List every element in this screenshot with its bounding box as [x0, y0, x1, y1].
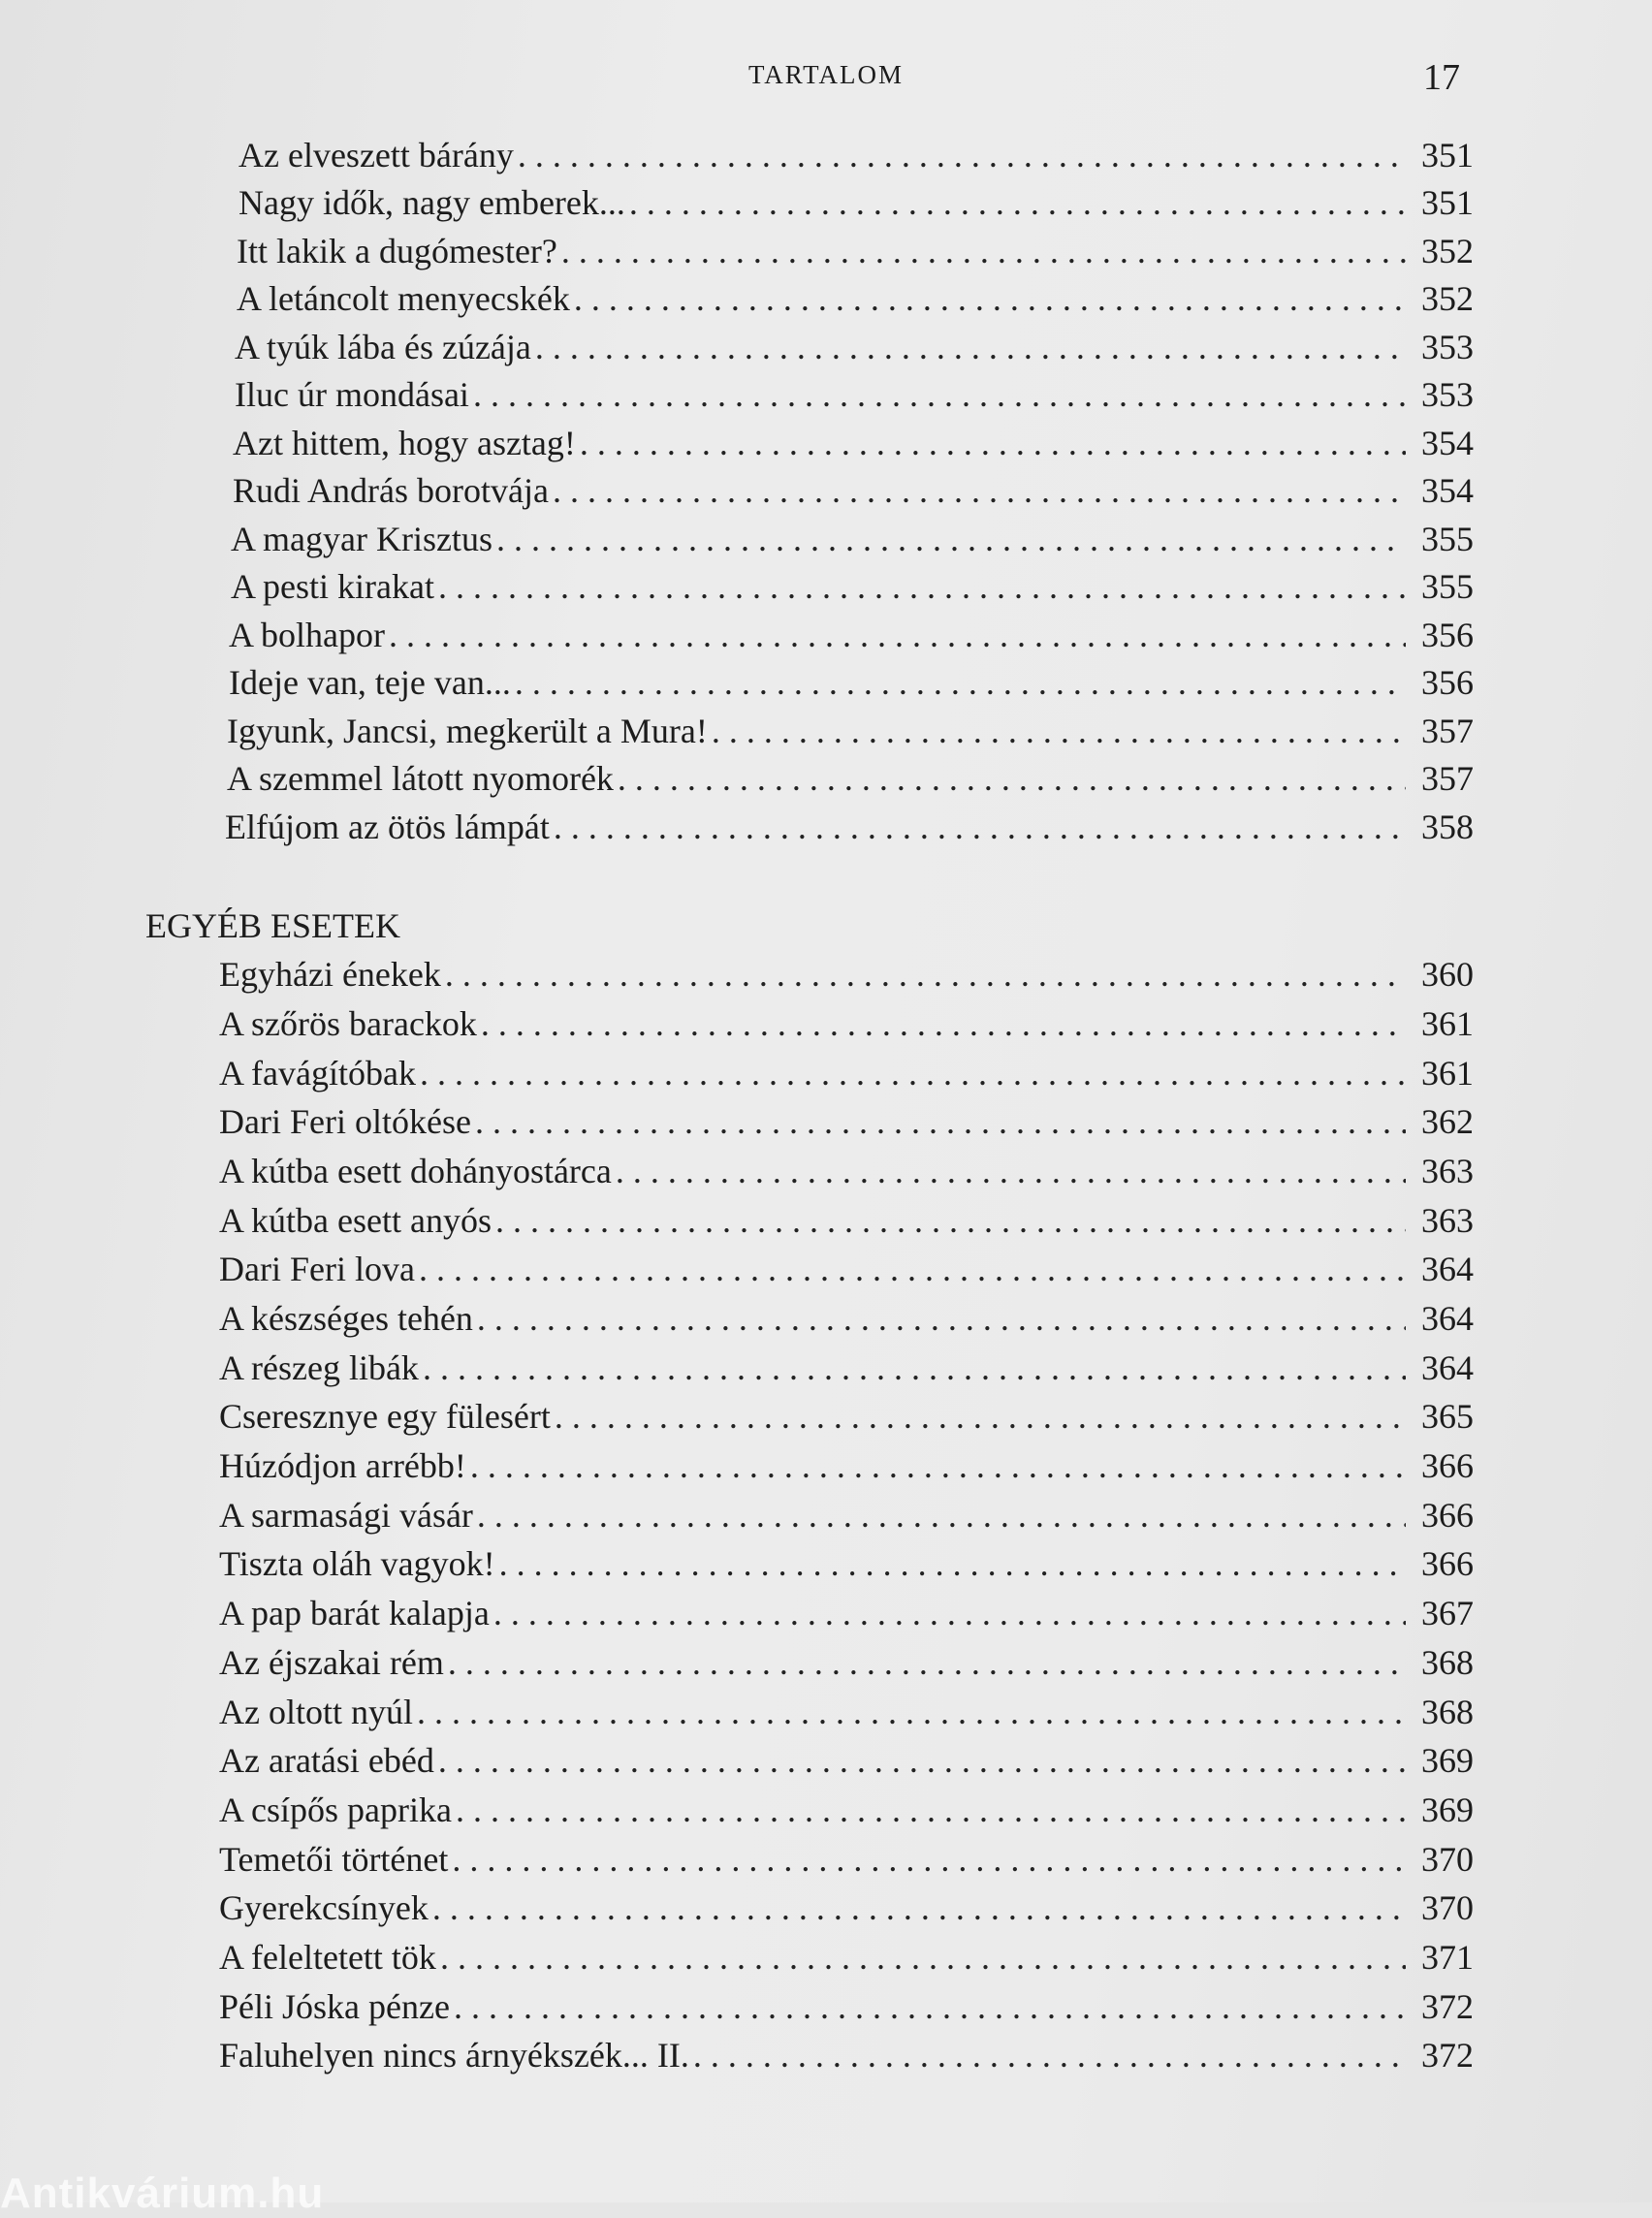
dot-leader [420, 1049, 1406, 1097]
toc-entry [219, 1539, 1474, 1589]
entry-title: A készséges tehén [219, 1299, 473, 1338]
entry-title: Húzódjon arrébb! [219, 1446, 466, 1486]
toc-entry [219, 1441, 1474, 1490]
entry-page: 366 [1421, 1446, 1474, 1486]
toc-entry [219, 1293, 1474, 1343]
entry-title: Egyházi énekek [219, 955, 441, 995]
entry-title: A feleltetett tök [219, 1937, 436, 1977]
dot-leader [389, 611, 1406, 659]
toc-entry [219, 1097, 1474, 1147]
dot-leader [561, 227, 1406, 275]
entry-title: A kútba esett anyós [219, 1200, 492, 1240]
dot-leader [496, 515, 1406, 563]
dot-leader [580, 419, 1406, 467]
table-of-contents [145, 131, 1474, 2079]
toc-entry [219, 1834, 1474, 1884]
entry-page: 355 [1421, 519, 1474, 558]
dot-leader [477, 1491, 1406, 1539]
dot-leader [518, 131, 1406, 179]
entry-title: Péli Jóska pénze [219, 1986, 450, 2026]
entry-page: 364 [1421, 1250, 1474, 1289]
dot-leader [481, 999, 1406, 1048]
watermark: Antikvárium.hu [0, 2170, 325, 2217]
dot-leader [493, 1589, 1406, 1637]
entry-page: 368 [1421, 1692, 1474, 1731]
dot-leader [574, 274, 1406, 323]
dot-leader [438, 562, 1406, 611]
entry-title: Elfújom az ötös lámpát [225, 807, 550, 846]
entry-page: 369 [1421, 1741, 1474, 1781]
entry-page: 353 [1421, 375, 1474, 414]
entry-page: 362 [1421, 1102, 1474, 1142]
toc-entry [219, 1048, 1474, 1097]
entry-page: 352 [1421, 231, 1474, 270]
toc-entry [235, 371, 1474, 420]
toc-entry [219, 1490, 1474, 1539]
toc-entry [219, 1343, 1474, 1392]
entry-title: Az aratási ebéd [219, 1741, 434, 1781]
entry-title: A magyar Krisztus [231, 519, 492, 558]
entry-page: 360 [1421, 955, 1474, 995]
entry-page: 364 [1421, 1347, 1474, 1387]
entry-page: 368 [1421, 1642, 1474, 1682]
dot-leader [438, 1736, 1406, 1785]
dot-leader [555, 1392, 1406, 1441]
toc-entry [231, 515, 1474, 563]
entry-page: 363 [1421, 1200, 1474, 1240]
toc-entry [219, 1637, 1474, 1687]
toc-entry [219, 1392, 1474, 1442]
dot-leader [445, 950, 1406, 998]
entry-title: A bolhapor [229, 615, 385, 654]
entry-page: 370 [1421, 1888, 1474, 1928]
toc-entry [219, 1245, 1474, 1294]
toc-entry [235, 323, 1474, 371]
toc-entry [237, 227, 1474, 275]
dot-leader [423, 1344, 1406, 1392]
entry-title: A pesti kirakat [231, 567, 434, 606]
entry-page: 358 [1421, 807, 1474, 846]
toc-entry [231, 563, 1474, 612]
dot-leader [495, 1196, 1406, 1245]
section-heading: EGYÉB ESETEK [145, 905, 400, 945]
entry-page: 357 [1421, 759, 1474, 798]
entry-title: Itt lakik a dugómester? [237, 231, 557, 270]
entry-page: 367 [1421, 1594, 1474, 1633]
entry-title: A pap barát kalapja [219, 1594, 490, 1633]
toc-entry [219, 1736, 1474, 1786]
entry-page: 369 [1421, 1790, 1474, 1829]
dot-leader [712, 707, 1406, 755]
entry-page: 370 [1421, 1839, 1474, 1879]
entry-title: Dari Feri oltókése [219, 1102, 471, 1142]
entry-title: A szőrös barackok [219, 1003, 477, 1043]
dot-leader [693, 2031, 1406, 2079]
entry-page: 361 [1421, 1053, 1474, 1093]
entry-page: 361 [1421, 1003, 1474, 1043]
entry-page: 351 [1421, 183, 1474, 222]
entry-title: Az elveszett bárány [238, 135, 514, 174]
entry-title: Gyerekcsínyek [219, 1888, 429, 1928]
dot-leader [473, 370, 1406, 419]
entry-page: 363 [1421, 1151, 1474, 1190]
toc-entry [219, 1146, 1474, 1195]
dot-leader [477, 1294, 1406, 1343]
toc-entry [219, 1884, 1474, 1933]
entry-title: A sarmasági vásár [219, 1495, 473, 1535]
running-head: TARTALOM [747, 60, 905, 89]
entry-page: 357 [1421, 711, 1474, 750]
toc-entry [233, 419, 1474, 467]
toc-entry [219, 950, 1474, 999]
dot-leader [616, 1147, 1406, 1195]
dot-leader [440, 1933, 1406, 1981]
entry-title: A kútba esett dohányostárca [219, 1151, 612, 1190]
entry-page: 366 [1421, 1495, 1474, 1535]
toc-entry [227, 707, 1474, 755]
entry-page: 364 [1421, 1299, 1474, 1338]
entry-title: Azt hittem, hogy asztag! [233, 423, 576, 462]
toc-entry [219, 2031, 1474, 2080]
toc-entry [225, 803, 1474, 851]
toc-entry [219, 1785, 1474, 1834]
entry-title: Nagy idők, nagy emberek... [238, 183, 625, 222]
entry-page: 351 [1421, 135, 1474, 174]
entry-page: 366 [1421, 1544, 1474, 1584]
entry-page: 372 [1421, 1986, 1474, 2026]
dot-leader [554, 803, 1406, 851]
entry-title: Faluhelyen nincs árnyékszék... II. [219, 2036, 689, 2075]
entry-title: A favágítóbak [219, 1053, 416, 1093]
entry-title: Iluc úr mondásai [235, 375, 469, 414]
entry-title: A csípős paprika [219, 1790, 452, 1829]
page-number: 17 [1423, 57, 1460, 98]
toc-entry [237, 275, 1474, 324]
entry-title: A tyúk lába és zúzája [235, 327, 531, 366]
entry-page: 371 [1421, 1937, 1474, 1977]
dot-leader [448, 1638, 1406, 1687]
entry-title: A szemmel látott nyomorék [227, 759, 614, 798]
dot-leader [419, 1245, 1406, 1293]
entry-title: Temetői történet [219, 1839, 449, 1879]
toc-group-continued [145, 131, 1474, 851]
entry-title: Az éjszakai rém [219, 1642, 444, 1682]
entry-page: 372 [1421, 2036, 1474, 2075]
dot-leader [417, 1688, 1406, 1736]
entry-title: A letáncolt menyecskék [237, 279, 570, 318]
toc-entry [229, 659, 1474, 708]
dot-leader [515, 658, 1406, 707]
entry-title: Cseresznye egy fülesért [219, 1397, 551, 1437]
dot-leader [454, 1982, 1406, 2031]
toc-entry [233, 467, 1474, 516]
dot-leader [629, 178, 1406, 227]
toc-entry [219, 1588, 1474, 1637]
entry-title: Rudi András borotvája [233, 471, 549, 510]
dot-leader [475, 1097, 1406, 1146]
toc-entry [219, 998, 1474, 1048]
dot-leader [618, 754, 1406, 803]
dot-leader [432, 1884, 1406, 1932]
entry-title: Dari Feri lova [219, 1250, 415, 1289]
entry-title: Tiszta oláh vagyok! [219, 1544, 495, 1584]
dot-leader [553, 466, 1406, 515]
toc-entry [238, 179, 1474, 228]
entry-title: A részeg libák [219, 1347, 419, 1387]
entry-page: 356 [1421, 663, 1474, 702]
dot-leader [470, 1442, 1406, 1490]
entry-page: 353 [1421, 327, 1474, 366]
dot-leader [535, 323, 1406, 371]
entry-title: Igyunk, Jancsi, megkerült a Mura! [227, 711, 708, 750]
entry-title: Ideje van, teje van... [229, 663, 511, 702]
toc-entry [219, 1195, 1474, 1245]
entry-page: 356 [1421, 615, 1474, 654]
entry-page: 354 [1421, 471, 1474, 510]
toc-entry [219, 1687, 1474, 1736]
toc-entry [229, 611, 1474, 659]
entry-title: Az oltott nyúl [219, 1692, 413, 1731]
entry-page: 365 [1421, 1397, 1474, 1437]
entry-page: 352 [1421, 279, 1474, 318]
entry-page: 354 [1421, 423, 1474, 462]
toc-entry [219, 1932, 1474, 1981]
toc-group-egyeb-esetek [145, 950, 1474, 2080]
toc-entry [238, 131, 1474, 179]
toc-entry [219, 1981, 1474, 2031]
toc-entry [227, 755, 1474, 804]
dot-leader [499, 1539, 1406, 1588]
dot-leader [456, 1786, 1406, 1834]
dot-leader [452, 1835, 1406, 1884]
entry-page: 355 [1421, 567, 1474, 606]
